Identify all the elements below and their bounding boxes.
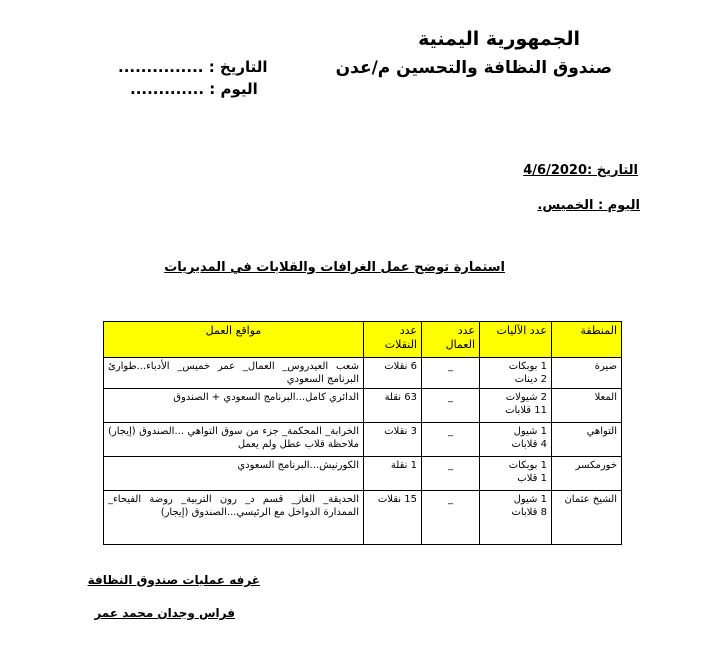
cell-workers: _	[422, 491, 480, 545]
form-title: استمارة توضح عمل الغرافات والقلابات في المديريات	[164, 260, 505, 275]
cell-trips: 63 نقلة	[364, 389, 422, 423]
cell-machines	[480, 491, 552, 545]
machine-line: 2 شيولات	[505, 392, 547, 403]
footer-name: فراس وجدان محمد عمر	[94, 606, 235, 620]
header-date-field: التاريخ : ...............	[118, 58, 268, 76]
operations-table	[103, 321, 622, 545]
header-trips: عدد النقلات	[364, 322, 422, 358]
header-sites: مواقع العمل	[104, 322, 364, 358]
cell-region: خورمكسر	[552, 457, 622, 491]
machine-line: 1 شيول	[513, 494, 547, 505]
machine-line: 1 بوبكات	[508, 460, 547, 471]
header-day-field: اليوم : .............	[130, 80, 258, 98]
cell-region: صيرة	[552, 358, 622, 389]
cell-workers: _	[422, 358, 480, 389]
machine-line: 1 بوبكات	[508, 361, 547, 372]
machine-line: 1 قلاب	[517, 473, 547, 484]
cell-trips: 3 نقلات	[364, 423, 422, 457]
report-day: اليوم : الخميس.	[537, 198, 640, 213]
table-row	[104, 491, 622, 545]
cell-sites: شعب العيدروس_ العمال_ عمر خميس_ الأدباء...طوارئ البرنامج السعودي	[104, 358, 364, 389]
machine-line: 4 قلابات	[511, 439, 547, 450]
machine-line: 8 قلابات	[511, 507, 547, 518]
cell-region: التواهي	[552, 423, 622, 457]
cell-region: المعلا	[552, 389, 622, 423]
header-region: المنطقة	[552, 322, 622, 358]
cell-sites: الدائري كامل...البرنامج السعودي + الصندوق	[104, 389, 364, 423]
header-country: الجمهورية اليمنية	[418, 28, 580, 50]
cell-region: الشيخ عثمان	[552, 491, 622, 545]
cell-trips: 6 نقلات	[364, 358, 422, 389]
cell-trips: 1 نقلة	[364, 457, 422, 491]
header-workers: عدد العمال	[422, 322, 480, 358]
header-machines: عدد الآليات	[480, 322, 552, 358]
machine-line: 2 دينات	[514, 374, 547, 385]
table-row	[104, 389, 622, 423]
cell-workers: _	[422, 423, 480, 457]
cell-sites: الحديقة_ الغاز_ قسم د_ رون التربية_ روضة الفيحاء_ الممدارة الدواخل مع الرئيسي...الصندوق (إيجار)	[104, 491, 364, 545]
footer-office: غرفه عمليات صندوق النظافة	[87, 573, 260, 587]
machine-line: 11 قلابات	[505, 405, 547, 416]
cell-machines	[480, 457, 552, 491]
machine-line: 1 شيول	[513, 426, 547, 437]
table-row	[104, 457, 622, 491]
cell-sites: الخرابة_ المحكمة_ جزء من سوق التواهي ...الصندوق (إيجار) ملاحظة قلاب عطل ولم يعمل	[104, 423, 364, 457]
table-row	[104, 358, 622, 389]
cell-workers: _	[422, 457, 480, 491]
cell-machines	[480, 389, 552, 423]
table-row	[104, 423, 622, 457]
cell-workers: _	[422, 389, 480, 423]
cell-sites: الكورنيش...البرنامج السعودي	[104, 457, 364, 491]
cell-machines	[480, 358, 552, 389]
report-date: التاريخ :4/6/2020	[523, 163, 638, 178]
cell-machines	[480, 423, 552, 457]
header-fund: صندوق النظافة والتحسين م/عدن	[335, 58, 612, 78]
cell-trips: 15 نقلات	[364, 491, 422, 545]
